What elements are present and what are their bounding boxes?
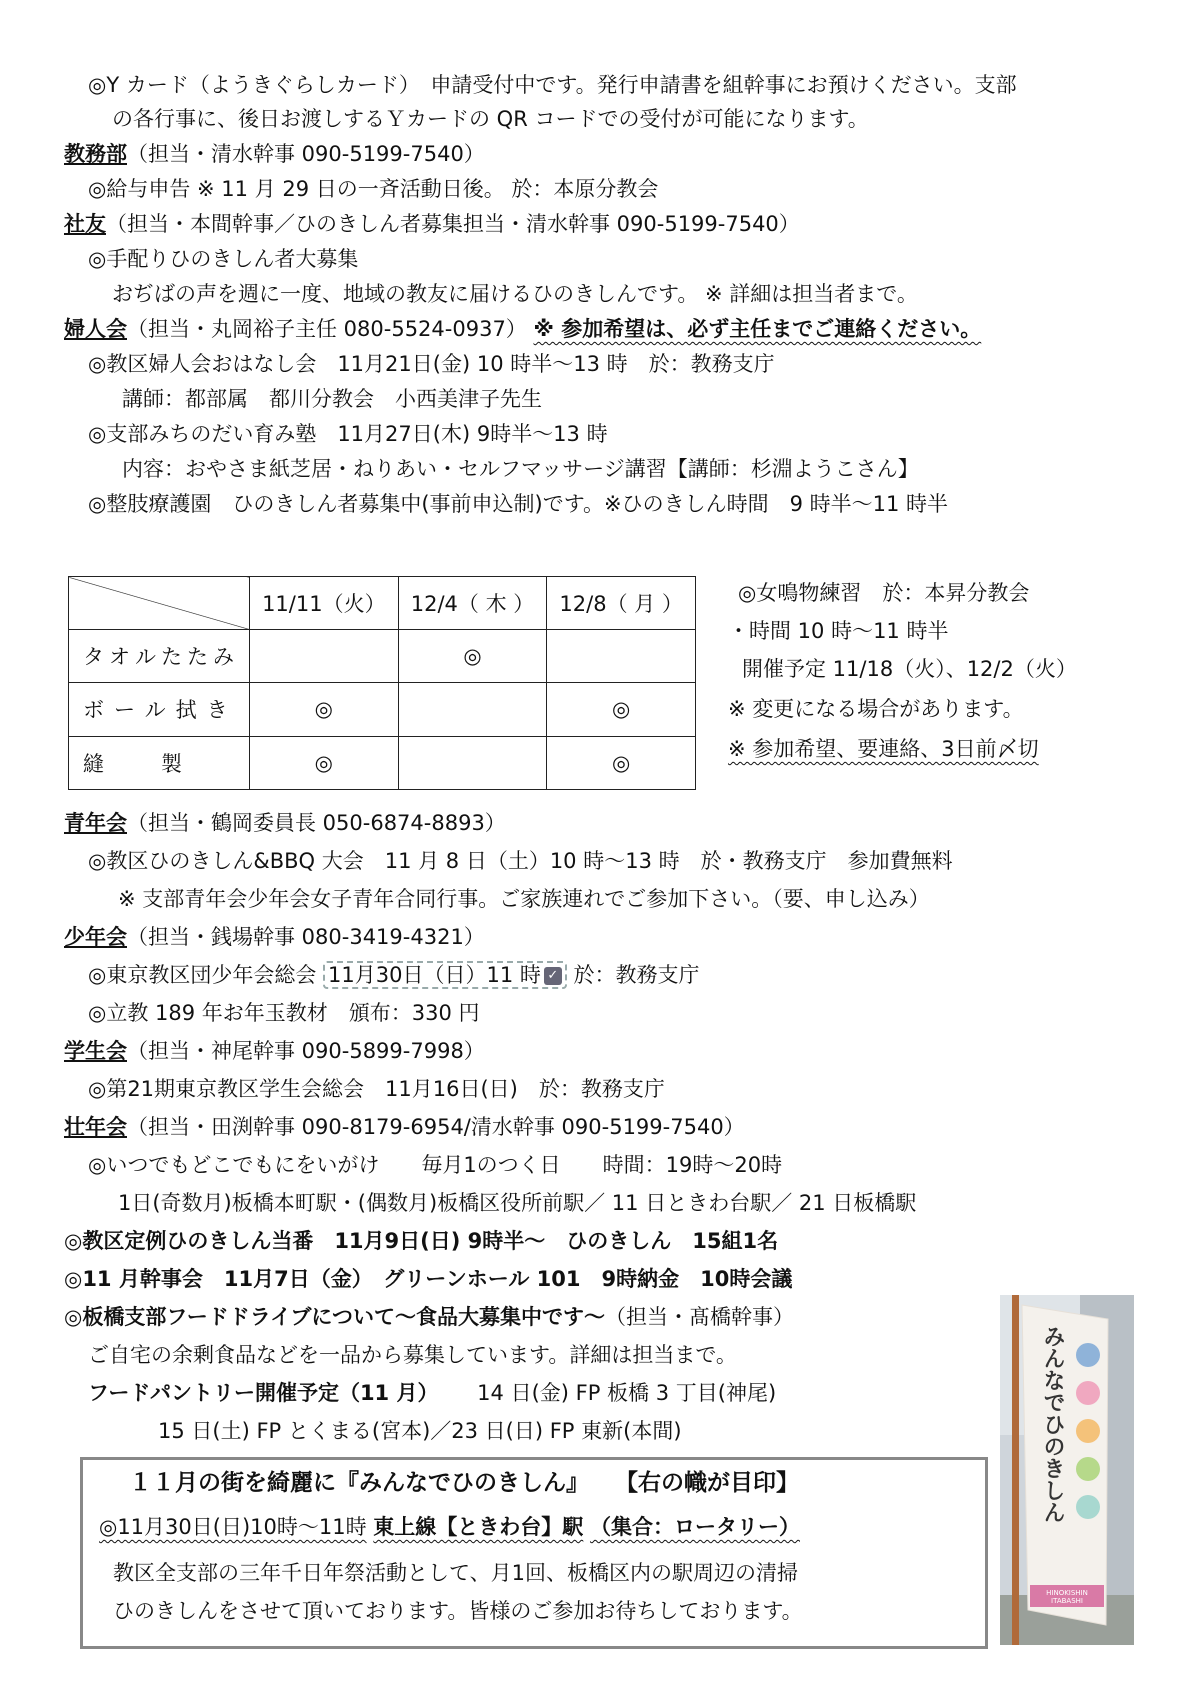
narimono-line-3: 開催予定 11/18（火）、12/2（火） (742, 657, 1077, 681)
cleanup-mark: 【右の幟が目印】 (615, 1470, 800, 1496)
schedule-cell (547, 630, 696, 683)
gakuseikai-title: 学生会 (64, 1039, 127, 1063)
banner-photo (1000, 1295, 1134, 1645)
cleanup-place: 東上線【ときわ台】駅 (373, 1515, 584, 1539)
gakuseikai-section-header (64, 1038, 485, 1064)
fujinkai-item-3: ◎整肢療護園 ひのきしん者募集中(事前申込制)です。※ひのきしん時間 9 時半～11 時半 (88, 492, 949, 516)
schedule-cell (398, 683, 547, 736)
schedule-header-row (69, 577, 696, 630)
soneikai-item-1-detail: 1日(奇数月)板橋本町駅・(偶数月)板橋区役所前駅／ 11 日ときわ台駅／ 21 日板橋駅 (118, 1191, 917, 1215)
schedule-cell: ◎ (547, 736, 696, 789)
seinenkai-contact: （担当・鶴岡委員長 050-6874-8893） (127, 811, 506, 835)
fujinkai-item-2: ◎支部みちのだい育み塾 11月27日(木) 9時半～13 時 (88, 422, 608, 446)
cleanup-body-2: ひのきしんをさせて頂いております。皆様のご参加お待ちしております。 (113, 1599, 803, 1623)
food-pantry-2: 15 日(土) FP とくまる(宮本)／23 日(日) FP 東新(本間) (158, 1419, 682, 1443)
schedule-table (68, 576, 696, 790)
schedule-corner-cell (69, 577, 250, 630)
food-contact: （担当・髙橋幹事） (605, 1305, 795, 1329)
kyomu-section-header (64, 141, 485, 167)
kanjikai-notice: ◎11 月幹事会 11月7日（金） グリーンホール 101 9時納金 10時会議 (64, 1267, 793, 1291)
schedule-cell: ◎ (250, 683, 399, 736)
cleanup-body-1: 教区全支部の三年千日年祭活動として、月1回、板橋区内の駅周辺の清掃 (113, 1561, 798, 1585)
table-row (69, 630, 696, 683)
soneikai-title: 壮年会 (64, 1115, 127, 1139)
shonenkai-item-2: ◎立教 189 年お年玉教材 頒布：330 円 (88, 1001, 480, 1025)
food-title: ◎板橋支部フードドライブについて～食品大募集中です～ (64, 1305, 606, 1329)
schedule-cell: ◎ (547, 683, 696, 736)
narimono-line-4: ※ 変更になる場合があります。 (728, 697, 1024, 721)
shonenkai-date-field[interactable] (323, 961, 567, 989)
seinenkai-title: 青年会 (64, 811, 127, 835)
shonenkai-item-1-suffix: 於：教務支庁 (573, 963, 700, 987)
soneikai-contact: （担当・田渕幹事 090-8179-6954/清水幹事 090-5199-7540） (127, 1115, 745, 1139)
soneikai-item-1: ◎いつでもどこでもにをいがけ 毎月1のつく日 時間：19時～20時 (88, 1153, 783, 1177)
food-header (64, 1304, 794, 1330)
fujinkai-notice: ※ 参加希望は、必ず主任までご連絡ください。 (533, 317, 982, 341)
cleanup-date: ◎11月30日(日)10時～11時 (99, 1515, 367, 1539)
shonenkai-item-1 (88, 962, 700, 988)
shayu-section-header (64, 211, 800, 237)
checkbox-icon[interactable]: ✓ (544, 967, 562, 985)
toban-notice: ◎教区定例ひのきしん当番 11月9日(日) 9時半～ ひのきしん 15組1名 (64, 1229, 779, 1253)
schedule-row-label: 縫 製 (69, 736, 250, 789)
food-pantry (88, 1380, 776, 1406)
soneikai-section-header (64, 1114, 745, 1140)
schedule-row-label: タオルたたみ (69, 630, 250, 683)
fujinkai-contact: （担当・丸岡裕子主任 080-5524-0937） (127, 317, 527, 341)
narimono-line-1: ◎女鳴物練習 於：本昇分教会 (738, 581, 1030, 605)
table-row (69, 736, 696, 789)
fujinkai-item-1-detail: 講師：都部属 都川分教会 小西美津子先生 (122, 387, 542, 411)
schedule-cell: ◎ (398, 630, 547, 683)
schedule-cell: ◎ (250, 736, 399, 789)
shonenkai-item-1-prefix: ◎東京教区団少年会総会 (88, 963, 317, 987)
seinenkai-item-1: ◎教区ひのきしん&BBQ 大会 11 月 8 日（土）10 時～13 時 於・教務支庁 参加費無料 (88, 849, 953, 873)
banner-sub: HINOKISHIN ITABASHI (1046, 1589, 1088, 1605)
kyomu-item-1: ◎給与申告 ※ 11 月 29 日の一斉活動日後。 於：本原分教会 (88, 177, 659, 201)
cleanup-title-line (129, 1470, 799, 1496)
banner-text: みんなでひのきしん (1040, 1325, 1065, 1523)
shayu-item-1-detail: おぢばの声を週に一度、地域の教友に届けるひのきしんです。 ※ 詳細は担当者まで。 (112, 282, 918, 306)
schedule-col-header: 11/11（火） (250, 577, 399, 630)
ycard-line-1: ◎Y カード（ようきぐらしカード） 申請受付中です。発行申請書を組幹事にお預けください。支部 (88, 73, 1017, 97)
fujinkai-title: 婦人会 (64, 317, 127, 341)
schedule-cell (398, 736, 547, 789)
shayu-contact: （担当・本間幹事／ひのきしん者募集担当・清水幹事 090-5199-7540） (106, 212, 800, 236)
shayu-item-1: ◎手配りひのきしん者大募集 (88, 247, 359, 271)
narimono-line-5: ※ 参加希望、要連絡、3日前〆切 (728, 737, 1039, 761)
cleanup-date-line (99, 1514, 800, 1540)
cleanup-title: １１月の街を綺麗に『みんなでひのきしん』 (129, 1470, 589, 1496)
fujinkai-section-header (64, 316, 981, 342)
ycard-line-2: の各行事に、後日お渡しするＹカードの QR コードでの受付が可能になります。 (112, 107, 869, 131)
table-row (69, 683, 696, 736)
narimono-line-2: ・時間 10 時～11 時半 (728, 619, 949, 643)
schedule-col-header: 12/8（ 月 ） (547, 577, 696, 630)
shonenkai-date-value: 11月30日（日）11 時 (328, 963, 541, 987)
cleanup-box (80, 1457, 988, 1649)
schedule-col-header: 12/4（ 木 ） (398, 577, 547, 630)
kyomu-contact: （担当・清水幹事 090-5199-7540） (127, 142, 485, 166)
kyomu-title: 教務部 (64, 142, 127, 166)
food-pantry-1: 14 日(金) FP 板橋 3 丁目(神尾) (477, 1381, 777, 1405)
seinenkai-section-header (64, 810, 506, 836)
schedule-row-label: ボール拭き (69, 683, 250, 736)
schedule-cell (250, 630, 399, 683)
fujinkai-item-1: ◎教区婦人会おはなし会 11月21日(金) 10 時半～13 時 於：教務支庁 (88, 352, 775, 376)
shayu-title: 社友 (64, 212, 106, 236)
shonenkai-section-header (64, 924, 485, 950)
shonenkai-title: 少年会 (64, 925, 127, 949)
gakuseikai-contact: （担当・神尾幹事 090-5899-7998） (127, 1039, 485, 1063)
cleanup-gather: （集合：ロータリー） (589, 1515, 800, 1539)
seinenkai-item-1-detail: ※ 支部青年会少年会女子青年合同行事。ご家族連れでご参加下さい。（要、申し込み） (118, 887, 930, 911)
food-pantry-label: フードパントリー開催予定（11 月） (88, 1381, 439, 1405)
shonenkai-contact: （担当・銭場幹事 080-3419-4321） (127, 925, 485, 949)
food-line-1: ご自宅の余剰食品などを一品から募集しています。詳細は担当まで。 (88, 1343, 737, 1367)
fujinkai-item-2-detail: 内容：おやさま紙芝居・ねりあい・セルフマッサージ講習【講師：杉淵ようこさん】 (122, 457, 919, 481)
gakuseikai-item-1: ◎第21期東京教区学生会総会 11月16日(日) 於：教務支庁 (88, 1077, 665, 1101)
